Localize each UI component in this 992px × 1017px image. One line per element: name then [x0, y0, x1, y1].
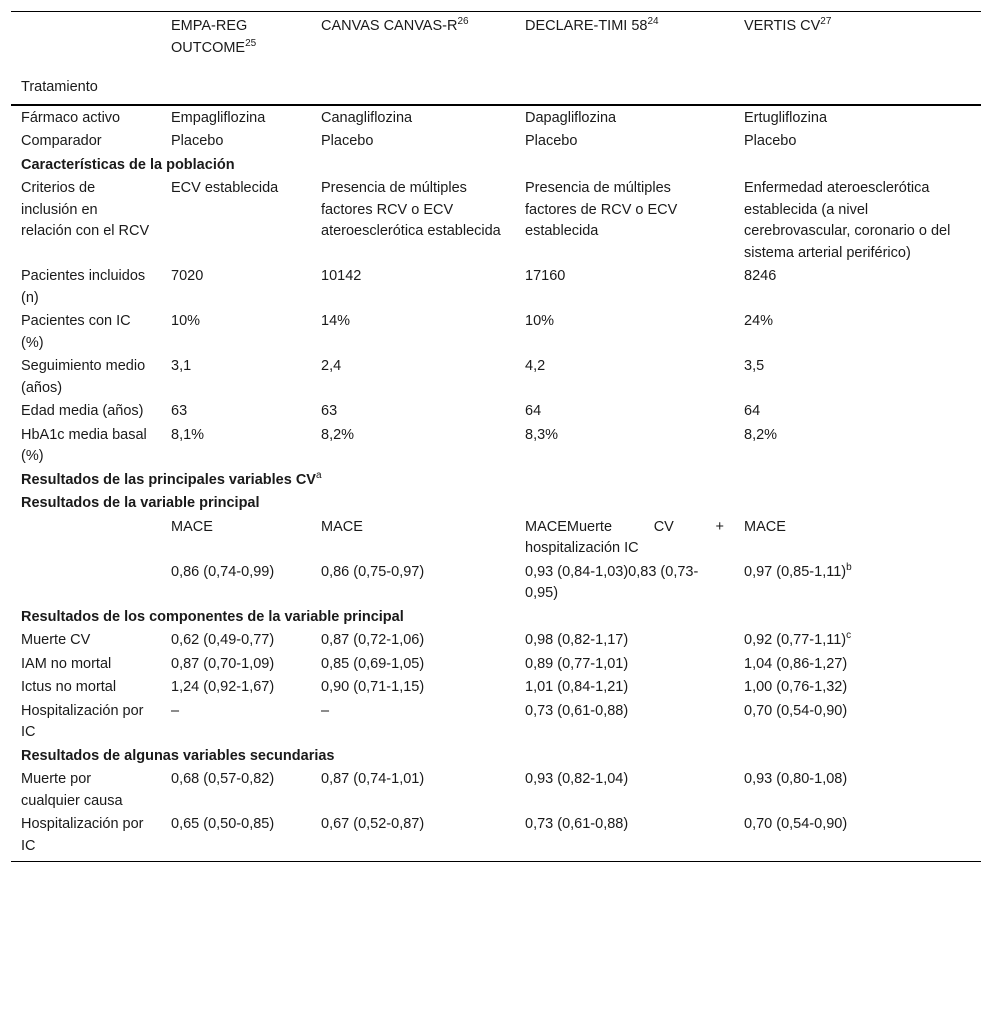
cell: 0,73 (0,61-0,88): [525, 816, 629, 832]
cell: MACEMuerte CV + hospitalización IC: [525, 518, 724, 556]
cell: 0,65 (0,50-0,85): [171, 816, 275, 832]
cell: Empagliflozina: [171, 109, 266, 126]
cell: 64: [744, 403, 761, 419]
header-row-treatment: [11, 60, 981, 105]
table-row: [11, 177, 981, 265]
row-label: Muerte CV: [21, 632, 91, 648]
table-row: [11, 653, 981, 677]
row-label: Fármaco activo: [21, 109, 121, 126]
cell: 24%: [744, 313, 774, 329]
cell: Canagliflozina: [321, 109, 413, 126]
section-row-secondary: [11, 745, 981, 769]
table-row: [11, 265, 981, 310]
comparison-table-container: [11, 11, 981, 862]
cell: 1,00 (0,76-1,32): [744, 679, 848, 695]
cell: 3,5: [744, 358, 765, 374]
cell: 0,97 $(0,85-1,11)^b$: [744, 561, 852, 580]
cell: –: [321, 702, 330, 719]
row-label: Seguimiento medio (años): [21, 358, 146, 396]
sglt2-trials-table: [11, 11, 981, 862]
section-heading: Características de la población: [21, 156, 235, 173]
cell: 0,87 (0,74-1,01): [321, 771, 425, 787]
table-row: [11, 813, 981, 862]
row-label: Ictus no mortal: [21, 679, 117, 695]
cell: 0,87 (0,72-1,06): [321, 632, 425, 648]
cell: 1,24 (0,92-1,67): [171, 679, 275, 695]
cell: MACE: [744, 518, 786, 535]
cell: 63: [171, 403, 188, 419]
cell: 3,1: [171, 358, 192, 374]
cell: 10%: [525, 313, 555, 329]
cell: 0,98 (0,82-1,17): [525, 632, 629, 648]
cell: 10%: [171, 313, 201, 329]
table-row: [11, 768, 981, 813]
header-trial-canvas: CANVAS CANVAS-$R^{26}$: [321, 16, 469, 34]
section-heading: Resultados de algunas variables secundarias: [21, 747, 335, 764]
cell: 0,93 (0,82-1,04): [525, 771, 629, 787]
section-row-cv-results: [11, 469, 981, 493]
cell: 0,86 (0,74-0,99): [171, 563, 275, 580]
cell: 1,01 (0,84-1,21): [525, 679, 629, 695]
cell: 0,67 (0,52-0,87): [321, 816, 425, 832]
cell: 63: [321, 403, 338, 419]
cell: 0,93 (0,80-1,08): [744, 771, 848, 787]
section-heading: Resultados de las principales variables $CV^a$: [21, 469, 322, 488]
cell: 0,85 (0,69-1,05): [321, 655, 425, 672]
cell: 0,89 (0,77-1,01): [525, 655, 629, 672]
cell: 1,04 (0,86-1,27): [744, 655, 848, 672]
row-label: Criterios de inclusión en relación con el RCV: [21, 180, 150, 239]
section-row-population: [11, 154, 981, 178]
table-row: [11, 400, 981, 424]
cell: Dapagliflozina: [525, 109, 617, 126]
table-row: [11, 424, 981, 469]
cell: Presencia de múltiples factores de RCV o ECV establecida: [525, 180, 678, 239]
row-label: Muerte por cualquier causa: [21, 771, 123, 809]
cell: ECV establecida: [171, 180, 279, 196]
row-label: Comparador: [21, 133, 102, 149]
cell: 8,2%: [744, 426, 778, 443]
header-trial-empa-reg: EMPA-REG OUTCOME$^{25}$: [171, 18, 257, 56]
header-row-trials: [11, 12, 981, 61]
row-label: Edad media (años): [21, 403, 144, 419]
row-label: Hospitalización por IC: [21, 702, 144, 740]
header-trial-declare: DECLARE-TIMI $58^{24}$: [525, 16, 659, 34]
table-row: [11, 355, 981, 400]
section-heading: Resultados de los componentes de la variable principal: [21, 608, 404, 625]
row-label: Pacientes con IC (%): [21, 313, 131, 351]
header-corner-label: Tratamiento: [21, 79, 98, 95]
row-label: IAM no mortal: [21, 655, 112, 672]
cell: 0,86 (0,75-0,97): [321, 563, 425, 580]
cell: 8,2%: [321, 426, 355, 443]
cell: Enfermedad ateroesclerótica establecida (a nivel cerebrovascular, coronario o del sistema arterial periférico): [744, 180, 951, 261]
cell: 0,87 (0,70-1,09): [171, 655, 275, 672]
table-row: [11, 130, 981, 154]
cell: Placebo: [171, 133, 224, 149]
cell: 8246: [744, 268, 777, 284]
cell: MACE: [321, 518, 363, 535]
cell: 0,90 (0,71-1,15): [321, 679, 425, 695]
cell: 0,70 (0,54-0,90): [744, 702, 848, 719]
table-row: [11, 700, 981, 745]
cell: 7020: [171, 268, 204, 284]
row-label: HbA1c media basal (%): [21, 426, 147, 464]
section-row-components: [11, 606, 981, 630]
cell: Placebo: [525, 133, 578, 149]
cell: Ertugliflozina: [744, 109, 828, 126]
cell: 2,4: [321, 358, 342, 374]
cell: 8,3%: [525, 426, 559, 443]
header-trial-vertis: VERTIS CV$^{27}$: [744, 16, 832, 34]
table-row: [11, 310, 981, 355]
cell: Placebo: [744, 133, 797, 149]
cell: 8,1%: [171, 426, 205, 443]
cell: 64: [525, 403, 542, 419]
section-heading: Resultados de la variable principal: [21, 495, 260, 511]
cell: 0,62 (0,49-0,77): [171, 632, 275, 648]
cell: Presencia de múltiples factores RCV o ECV ateroesclerótica establecida: [321, 180, 501, 239]
cell: 0,92 $(0,77-1,11)^c$: [744, 630, 852, 648]
cell: 4,2: [525, 358, 546, 374]
cell: MACE: [171, 518, 213, 535]
cell: 0,93 (0,84-1,03)0,83 (0,73-0,95): [525, 563, 699, 601]
table-row: [11, 105, 981, 131]
table-row: [11, 629, 981, 653]
cell: 14%: [321, 313, 351, 329]
section-row-primary: [11, 492, 981, 516]
cell: 17160: [525, 268, 566, 284]
table-row: [11, 676, 981, 700]
cell: Placebo: [321, 133, 374, 149]
row-label: Pacientes incluidos (n): [21, 268, 146, 306]
table-row-endpoint: [11, 516, 981, 561]
cell: 10142: [321, 268, 362, 284]
cell: 0,68 (0,57-0,82): [171, 771, 275, 787]
cell: 0,73 (0,61-0,88): [525, 702, 629, 719]
cell: 0,70 (0,54-0,90): [744, 816, 848, 832]
header-corner-empty: [11, 12, 161, 61]
table-row-hr: [11, 561, 981, 606]
row-label: Hospitalización por IC: [21, 816, 144, 854]
cell: –: [171, 702, 180, 719]
